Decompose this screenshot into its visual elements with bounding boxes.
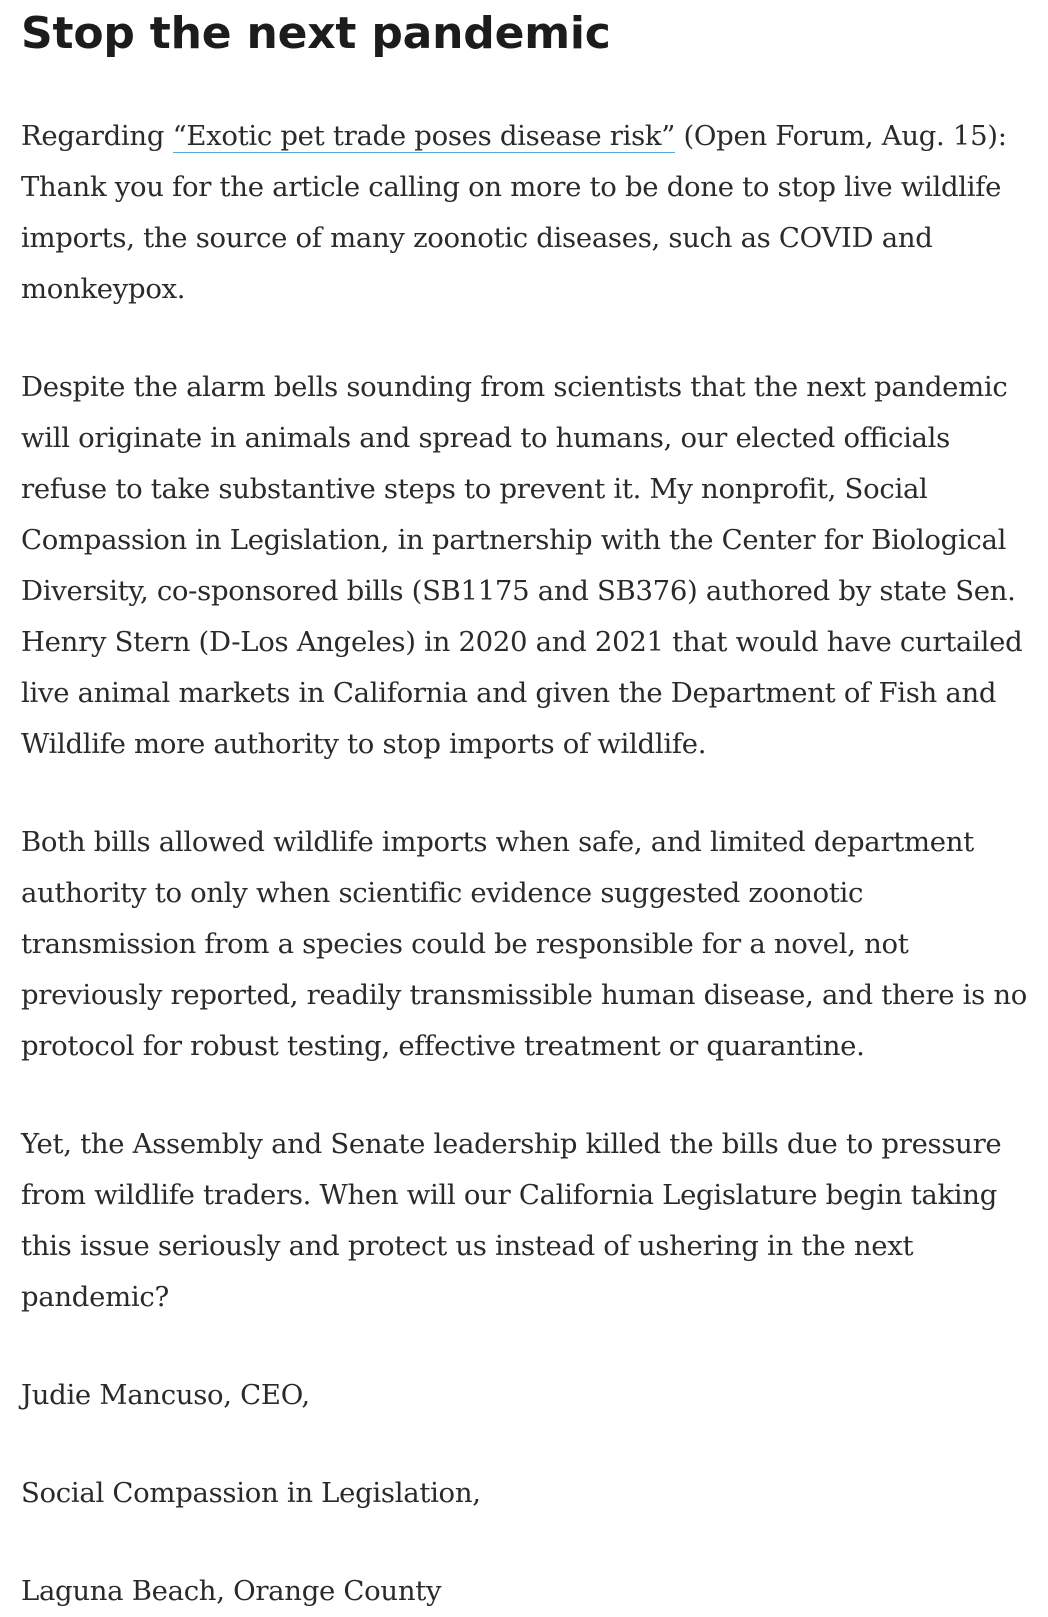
letter-article xyxy=(0,8,1048,1617)
referenced-article-link[interactable]: “Exotic pet trade poses disease risk” xyxy=(172,120,676,152)
intro-paragraph xyxy=(21,111,1028,315)
intro-prefix: Regarding xyxy=(21,120,173,152)
intro-suffix: (Open Forum, Aug. 15): Thank you for the article calling on more to be done to stop live wildlife imports, the source of many zoonotic diseases, such as COVID and monkeypox. xyxy=(21,120,1007,305)
body-paragraph: Despite the alarm bells sounding from scientists that the next pandemic will originate in animals and spread to humans, our elected officials refuse to take substantive steps to prevent it. My nonprofit, Social Compassion in Legislation, in partnership with the Center for Biological Diversity, co-sponsored bills (SB1175 and SB376) authored by state Sen. Henry Stern (D-Los Angeles) in 2020 and 2021 that would have curtailed live animal markets in California and given the Department of Fish and Wildlife more authority to stop imports of wildlife. xyxy=(21,371,1023,760)
headline: Stop the next pandemic xyxy=(21,8,611,59)
signature-location: Laguna Beach, Orange County xyxy=(21,1575,442,1607)
body-paragraph: Yet, the Assembly and Senate leadership killed the bills due to pressure from wildlife traders. When will our California Legislature begin taking this issue seriously and protect us instead of ushering in the next pandemic? xyxy=(21,1128,1002,1313)
signature-name: Judie Mancuso, CEO, xyxy=(21,1379,310,1411)
signature-organization: Social Compassion in Legislation, xyxy=(21,1477,481,1509)
body-paragraph: Both bills allowed wildlife imports when safe, and limited department authority to only when scientific evidence suggested zoonotic transmission from a species could be responsible for a novel, not previously reported, readily transmissible human disease, and there is no protocol for robust testing, effective treatment or quarantine. xyxy=(21,826,1028,1062)
